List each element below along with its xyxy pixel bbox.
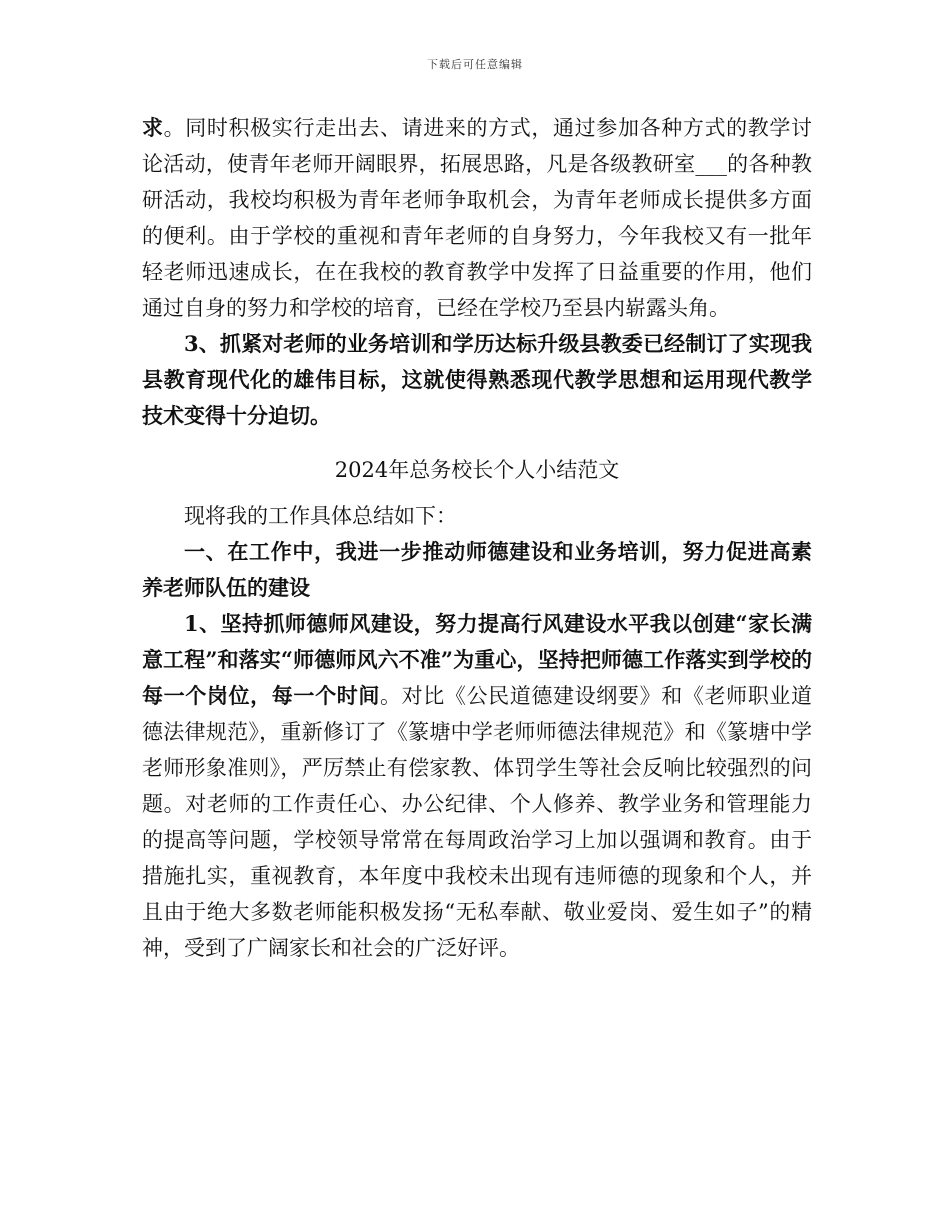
paragraph-intro: 现将我的工作具体总结如下：	[184, 504, 457, 528]
paragraph-lead-char: 求	[142, 115, 164, 140]
paragraph-text: 。同时积极实行走出去、请进来的方式，通过参加各种方式的教学讨论活动，使青年老师开阔眼界，拓展思路，凡是各级教研室___的各种教研活动，我校均积极为青年老师争取机会，为青年老师成长提供多方面的便利。由于学校的重视和青年老师的自身努力，今年我校又有一批年轻老师迅速成长，在在我校的教育教学中发挥了日益重要的作用，他们通过自身的努力和学校的培育，已经在学校乃至县内崭露头角。	[142, 116, 813, 320]
paragraph-text: 。对比《公民道德建设纲要》和《老师职业道德法律规范》，重新修订了《篆塘中学老师师德法律规范》和《篆塘中学老师形象准则》，严厉禁止有偿家教、体罚学生等社会反响比较强烈的问题。对老师的工作责任心、办公纪律、个人修养、教学业务和管理能力的提高等问题，学校领导常常在每周政治学习上加以强调和教育。由于措施扎实，重视教育，本年度中我校未出现有违师德的现象和个人，并且由于绝大多数老师能积极发扬“无私奉献、敬业爱岗、爱生如子”的精神，受到了广阔家长和社会的广泛好评。	[142, 684, 813, 960]
header-note: 下载后可任意编辑	[427, 58, 523, 71]
paragraph-section-1	[142, 606, 812, 966]
paragraph-bold-lead: 1、坚持抓师德师风建设，努力提高行风建设水平我以创建“家长满意工程”和落实“师德师风六不准”为重心，坚持把师德工作落实到学校的每一个岗位，每一个时间	[142, 611, 812, 708]
paragraph-heading-1: 一、在工作中，我进一步推动师德建设和业务培训，努力促进高素养老师队伍的建设	[142, 539, 812, 600]
paragraph-continuation	[142, 110, 812, 326]
document-body	[142, 110, 812, 966]
document-title: 2024年总务校长个人小结范文	[334, 458, 620, 482]
paragraph-bold-section-3: 3、抓紧对老师的业务培训和学历达标升级县教委已经制订了实现我县教育现代化的雄伟目标，这就使得熟悉现代教学思想和运用现代教学技术变得十分迫切。	[142, 331, 812, 428]
